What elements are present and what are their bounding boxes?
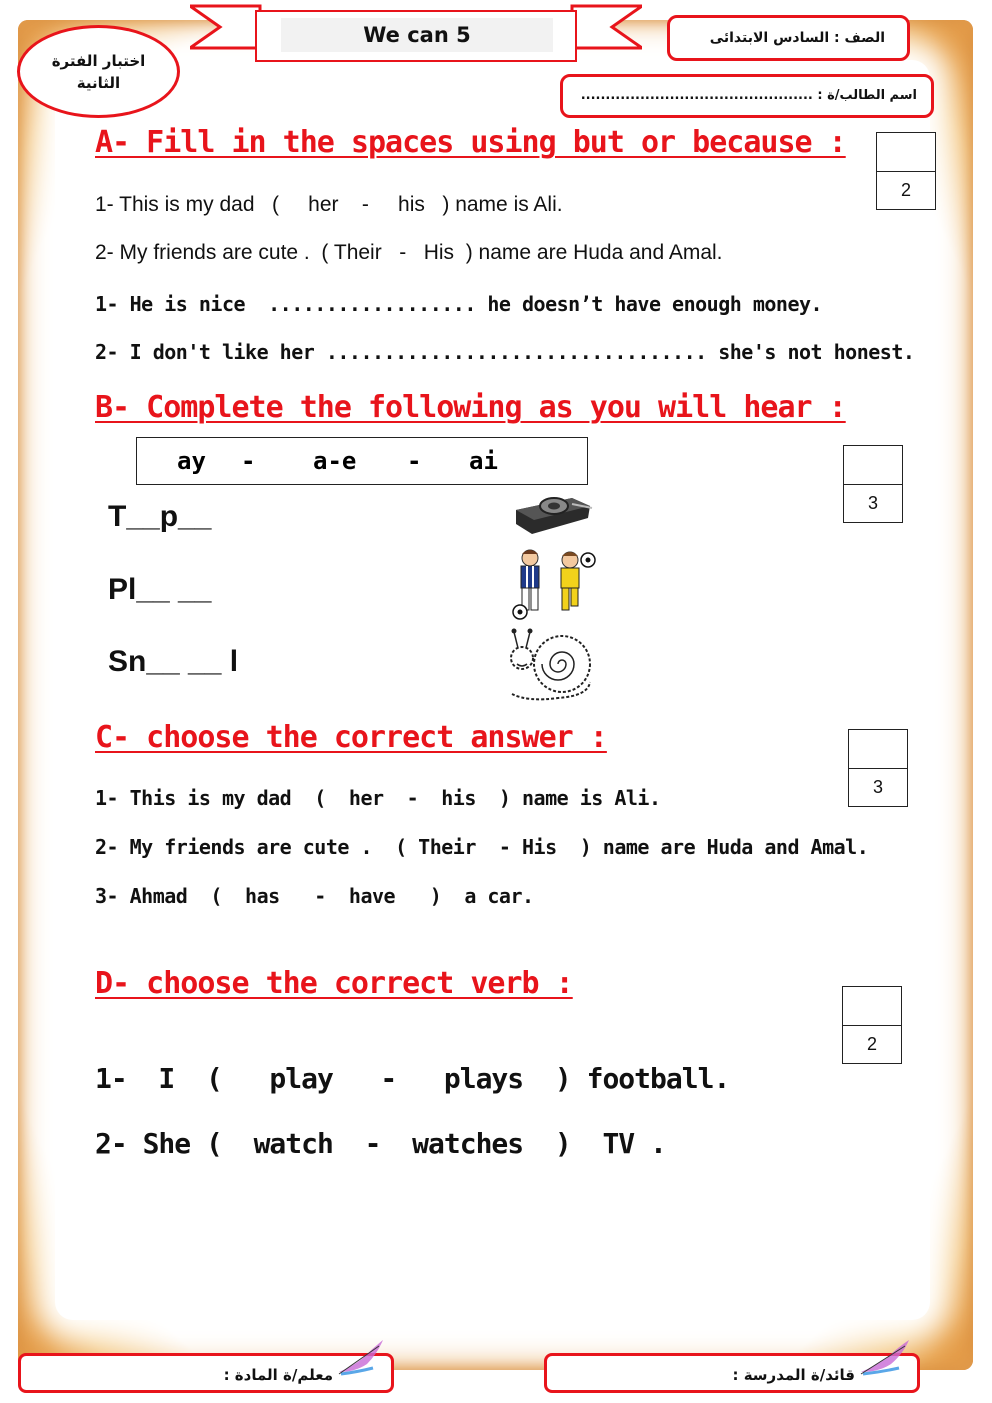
quill-pen-icon xyxy=(333,1338,387,1378)
title-box xyxy=(255,10,577,62)
teacher-label: معلم/ة المادة : xyxy=(223,1366,333,1384)
student-name-label: اسم الطالب/ة : ............................................... xyxy=(580,88,917,103)
section-c-score-box xyxy=(848,729,908,807)
word-tape: T__p__ xyxy=(108,500,212,533)
section-b-score-box xyxy=(843,445,903,523)
section-b-heading: B- Complete the following as you will hear : xyxy=(95,390,846,425)
section-b-score: 3 xyxy=(867,493,878,513)
section-c-item-3: 3- Ahmad ( has - have ) a car. xyxy=(95,884,534,908)
choice-separator: - xyxy=(407,447,422,475)
word-snail: Sn__ __ l xyxy=(108,645,239,678)
choice-ay: ay xyxy=(177,447,206,475)
section-c-item-2: 2- My friends are cute . ( Their - His ) name are Huda and Amal. xyxy=(95,835,869,859)
snail-icon xyxy=(508,624,594,704)
principal-label: قائد/ة المدرسة : xyxy=(732,1366,855,1384)
section-a-heading: A- Fill in the spaces using but or because : xyxy=(95,125,846,160)
section-a-score: 2 xyxy=(900,180,911,200)
section-c-heading: C- choose the correct answer : xyxy=(95,720,607,755)
section-a-score-box xyxy=(876,132,936,210)
choice-a-e: a-e xyxy=(313,447,357,475)
choice-ai: ai xyxy=(469,447,498,475)
section-a-item-1: 1- This is my dad ( her - his ) name is Ali. xyxy=(95,193,563,216)
principal-signature-box xyxy=(544,1353,920,1393)
grade-box xyxy=(667,15,910,61)
section-c-item-1: 1- This is my dad ( her - his ) name is Ali. xyxy=(95,786,661,810)
grade-label: الصف : السادس الابتدائى xyxy=(709,30,885,46)
section-a-item-4: 2- I don't like her ................................. she's not honest. xyxy=(95,340,915,364)
section-d-score: 2 xyxy=(866,1034,877,1054)
exam-period-line1: اختبار الفترة xyxy=(51,52,146,70)
choice-separator: - xyxy=(241,447,256,475)
kids-playing-football-icon xyxy=(508,546,598,622)
section-c-score: 3 xyxy=(872,777,883,797)
exam-period-line2: الثانية xyxy=(76,74,121,92)
tape-dispenser-icon xyxy=(512,488,594,540)
section-d-item-1: 1- I ( play - plays ) football. xyxy=(95,1062,730,1095)
section-a-item-2: 2- My friends are cute . ( Their - His ) name are Huda and Amal. xyxy=(95,241,723,264)
sound-choices-box xyxy=(136,437,588,485)
section-d-heading: D- choose the correct verb : xyxy=(95,966,573,1001)
section-d-item-2: 2- She ( watch - watches ) TV . xyxy=(95,1127,666,1160)
teacher-signature-box xyxy=(18,1353,394,1393)
section-a-item-3: 1- He is nice .................. he doesn’t have enough money. xyxy=(95,292,823,316)
exam-period-badge xyxy=(17,25,180,118)
word-play: Pl__ __ xyxy=(108,573,212,606)
section-d-score-box xyxy=(842,986,902,1064)
student-name-box xyxy=(560,74,934,118)
quill-pen-icon xyxy=(855,1338,913,1378)
page-title: We can 5 xyxy=(281,18,553,52)
